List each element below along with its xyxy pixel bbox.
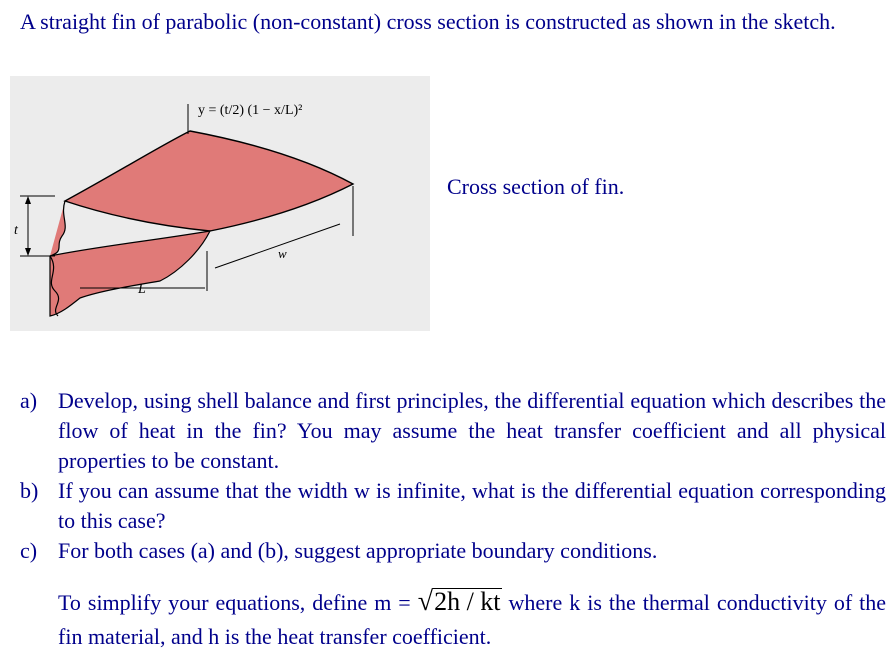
question-letter: c) [20, 538, 38, 563]
fin-side-edge [50, 201, 65, 256]
sqrt-symbol: √ [417, 586, 434, 617]
question-a [20, 386, 886, 476]
definition-note [58, 585, 886, 654]
note-after: where k is the thermal conductivity of the fin material, and h is the heat transfer coefficient. [58, 590, 887, 649]
m-radicand: 2h / kt [434, 587, 501, 616]
note-before: To simplify your equations, define m = [58, 590, 411, 615]
question-text: For both cases (a) and (b), suggest appropriate boundary conditions. [58, 538, 658, 563]
fin-profile-equation: y = (t/2) (1 − x/L)² [198, 103, 303, 118]
fin-diagram [10, 76, 430, 331]
L-label: L [138, 282, 146, 297]
t-label: t [14, 223, 18, 238]
problem-intro: A straight fin of parabolic (non-constant) cross section is constructed as shown in the sketch. [20, 9, 836, 34]
fin-front-face [50, 231, 210, 316]
question-text: If you can assume that the width w is infinite, what is the differential equation corresponding to this case? [58, 478, 886, 533]
question-letter: b) [20, 478, 39, 503]
w-label: w [278, 246, 287, 261]
question-c [20, 536, 886, 566]
fin-top-surface [65, 131, 353, 231]
question-letter: a) [20, 388, 38, 413]
fin-sketch [10, 76, 430, 331]
question-text: Develop, using shell balance and first principles, the differential equation which describes the flow of heat in the fin? You may assume the heat transfer coefficient and all physical properties to be constant. [58, 388, 886, 473]
question-b [20, 476, 886, 536]
figure-caption: Cross section of fin. [447, 174, 625, 199]
question-list [20, 386, 886, 566]
